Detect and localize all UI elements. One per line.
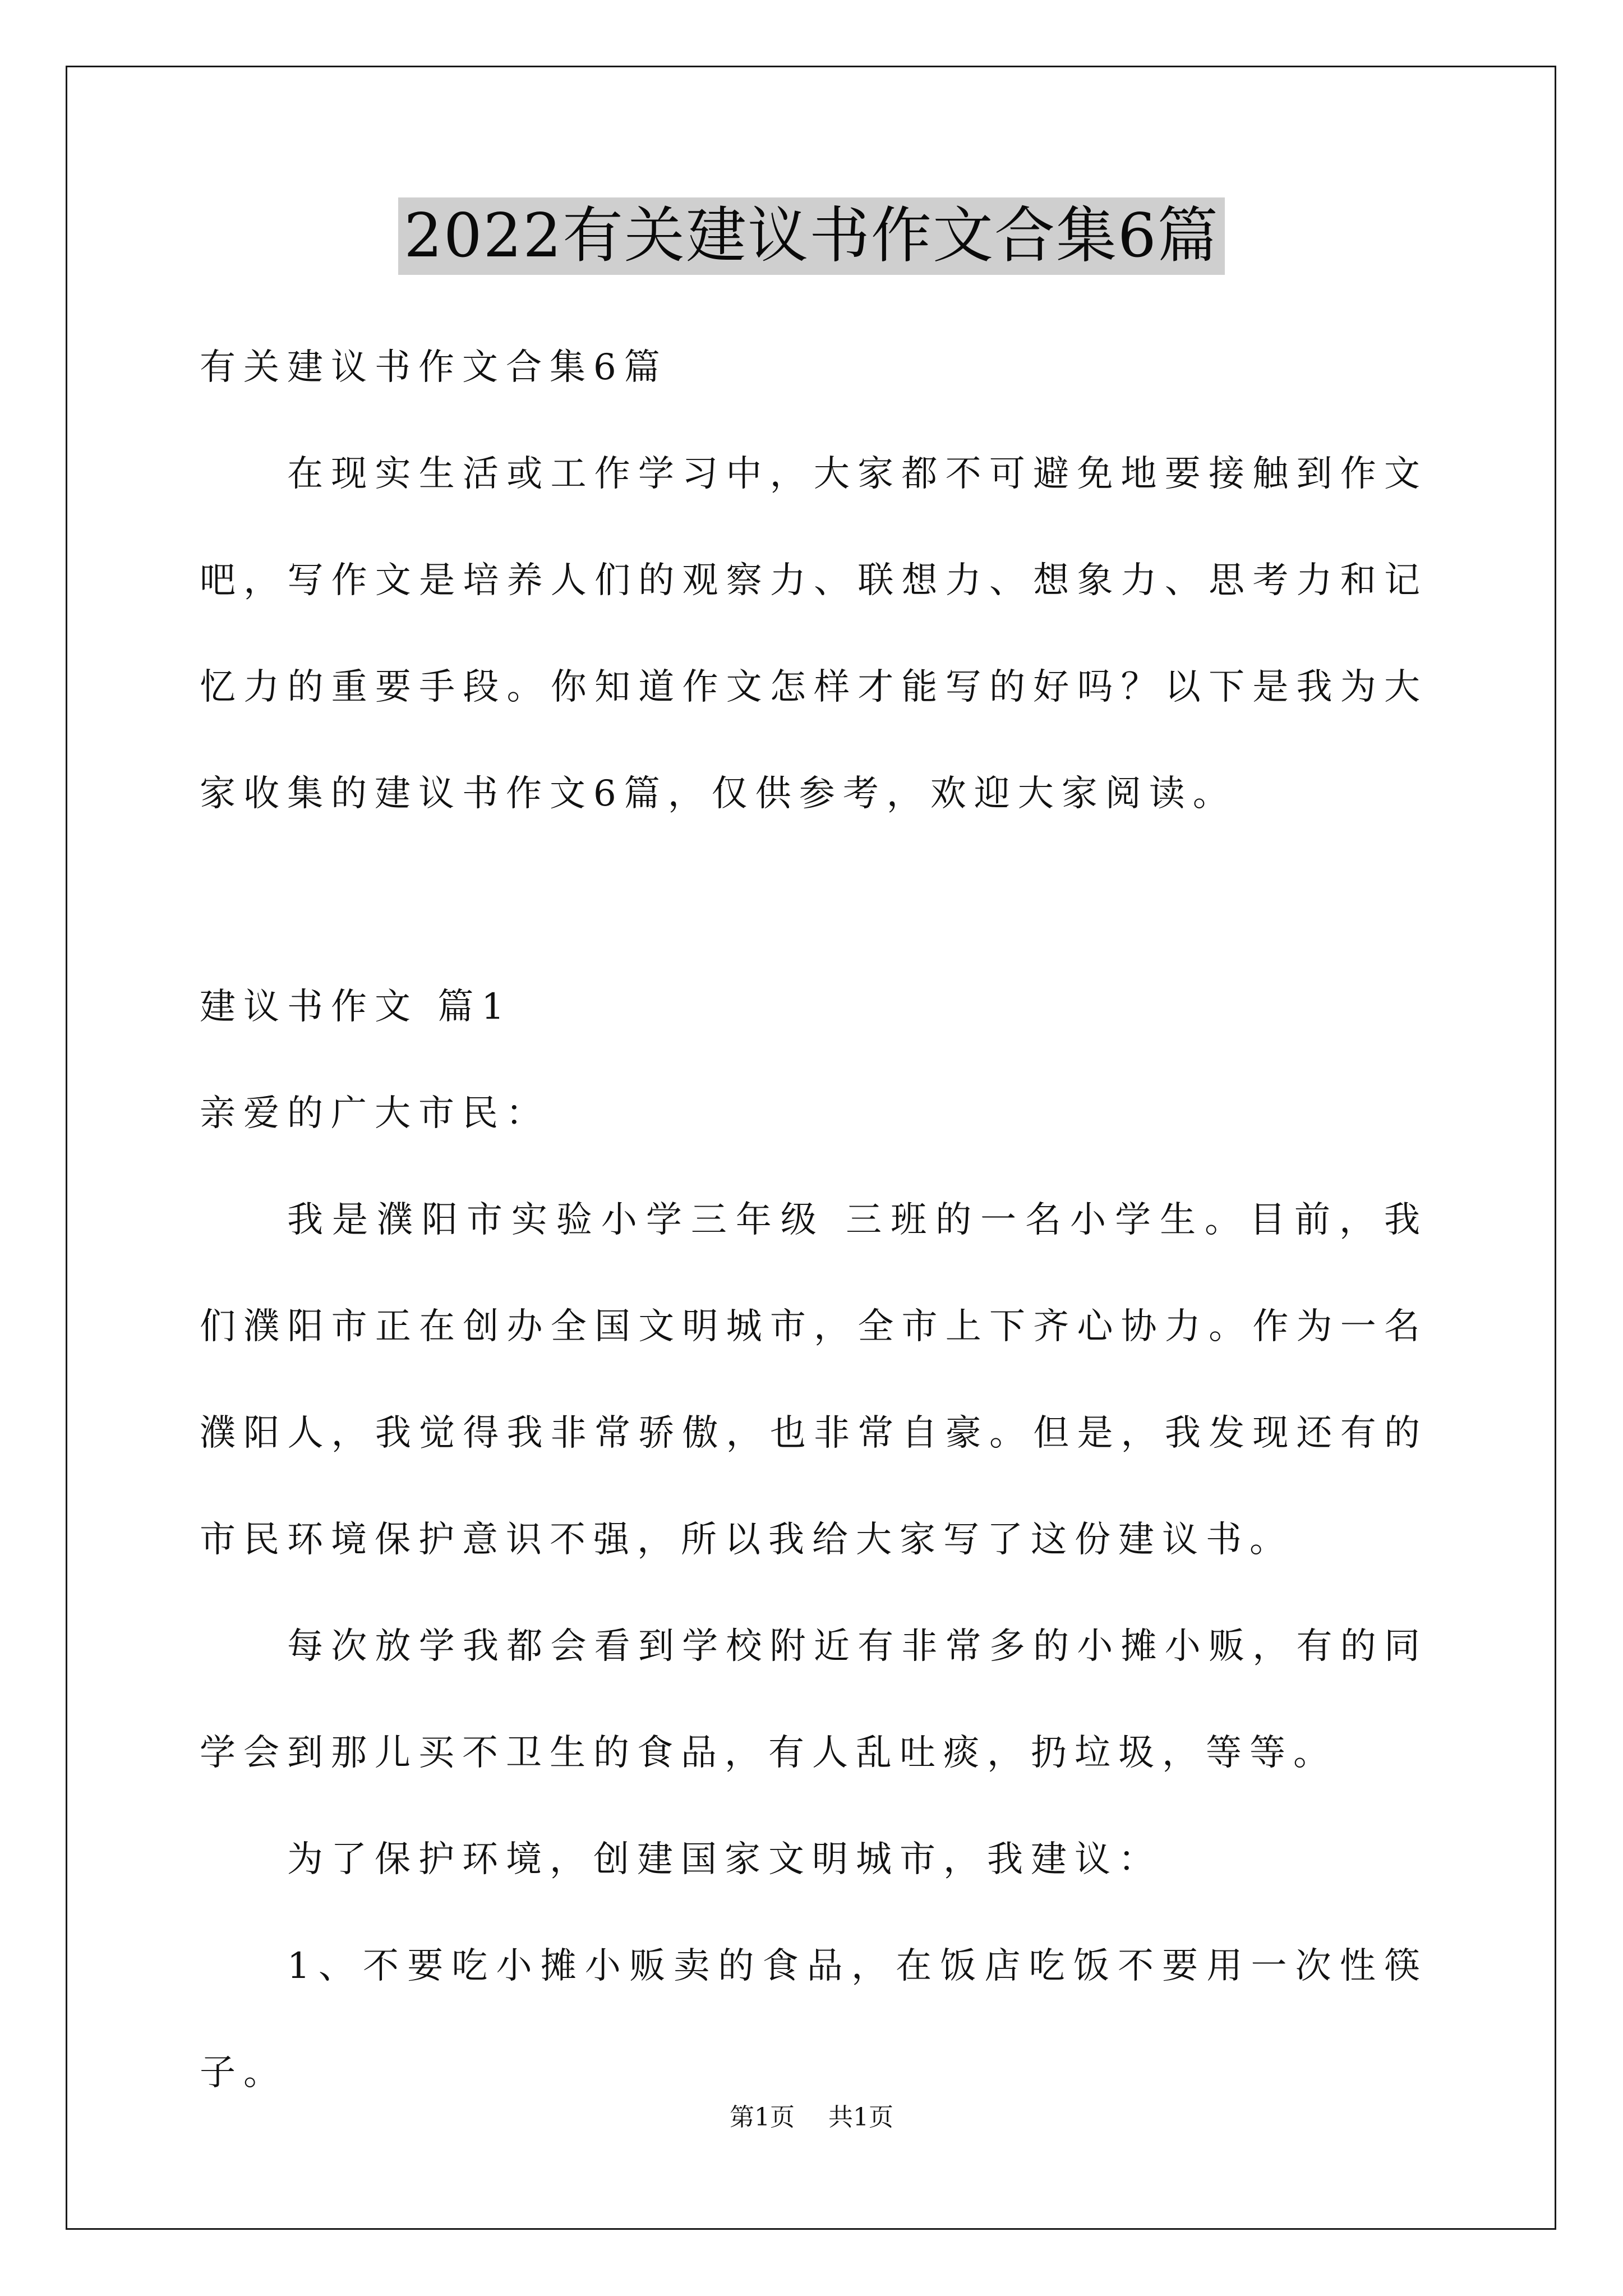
page-footer: [0, 2097, 1623, 2133]
title-container: [0, 197, 1623, 275]
spacer: [200, 847, 1428, 954]
body-paragraph: 每次放学我都会看到学校附近有非常多的小摊小贩，有的同学会到那儿买不卫生的食品，有人乱吐痰，扔垃圾，等等。: [200, 1626, 1428, 1774]
page-number: 第1页: [730, 2103, 795, 2132]
page-total: 共1页: [828, 2103, 893, 2132]
document-subtitle: 有关建议书作文合集6篇: [200, 347, 668, 388]
section-heading: 建议书作文 篇1: [200, 986, 513, 1028]
body-paragraph: 我是濮阳市实验小学三年级 三班的一名小学生。目前，我们濮阳市正在创办全国文明城市，全市上下齐心协力。作为一名濮阳人，我觉得我非常骄傲，也非常自豪。但是，我发现还有的市民环境保护意识不强，所以我给大家写了这份建议书。: [200, 1199, 1428, 1561]
body-paragraph: 为了保护环境，创建国家文明城市，我建议：: [287, 1839, 1162, 1880]
intro-paragraph: 在现实生活或工作学习中，大家都不可避免地要接触到作文吧，写作文是培养人们的观察力、联想力、想象力、思考力和记忆力的重要手段。你知道作文怎样才能写的好吗？以下是我为大家收集的建议书作文6篇，仅供参考，欢迎大家阅读。: [200, 453, 1428, 815]
salutation: 亲爱的广大市民：: [200, 1093, 550, 1134]
document-title: 2022有关建议书作文合集6篇: [398, 197, 1225, 275]
body-paragraph: 1、不要吃小摊小贩卖的食品，在饭店吃饭不要用一次性筷子。: [200, 1945, 1428, 2093]
document-body: [200, 314, 1428, 2126]
